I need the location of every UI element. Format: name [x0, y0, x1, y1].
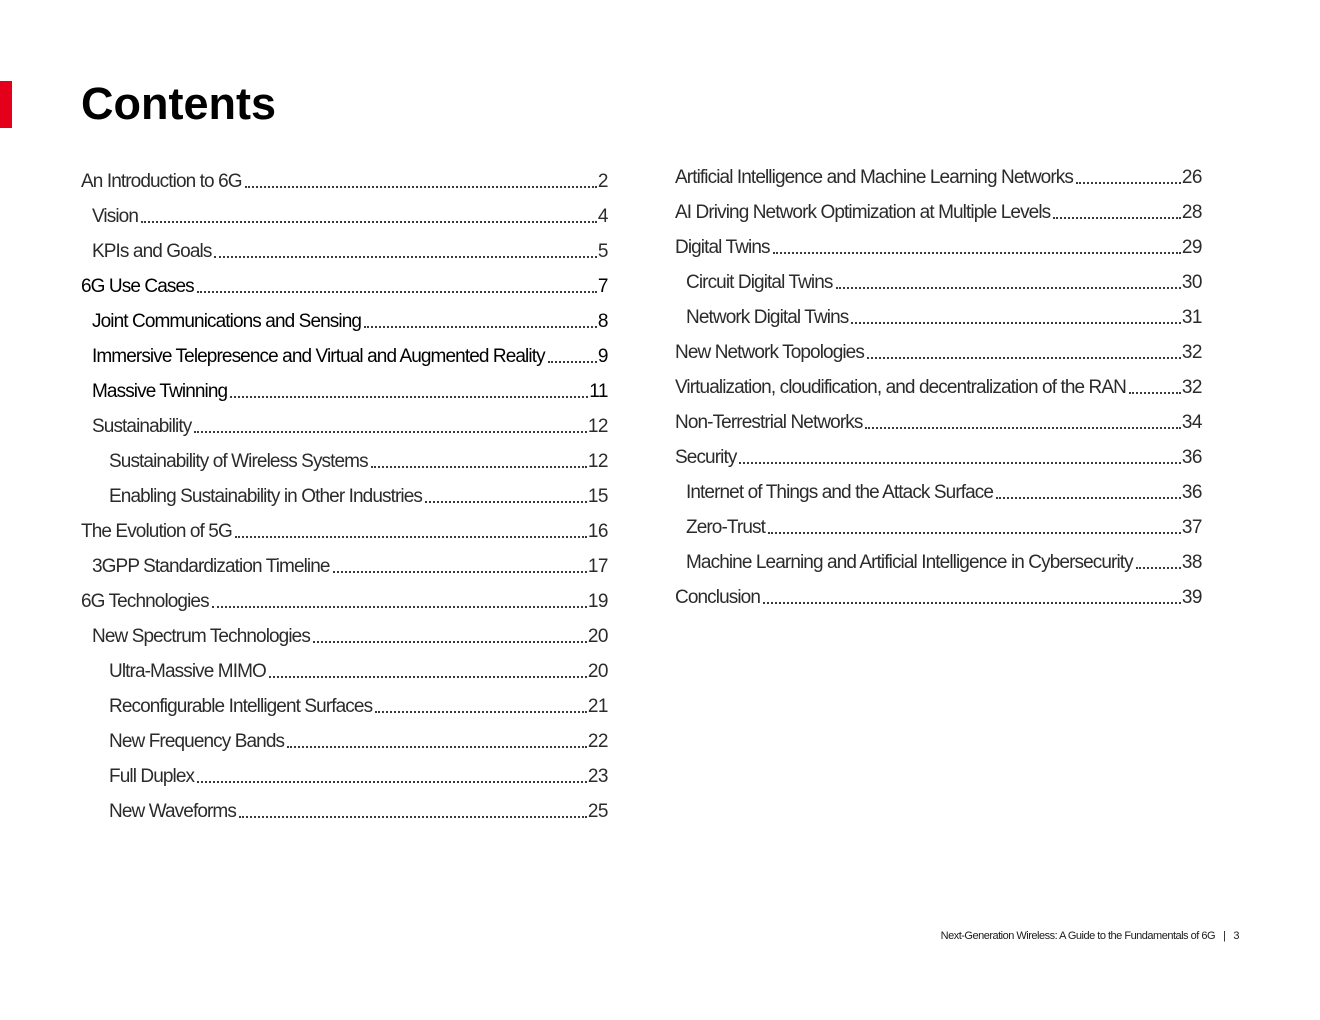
toc-entry[interactable] [81, 232, 608, 267]
toc-dot-leader [239, 816, 587, 818]
toc-entry-page-number: 20 [587, 626, 608, 647]
toc-entry[interactable] [81, 267, 608, 302]
toc-entry[interactable] [675, 543, 1202, 578]
toc-dot-leader [214, 256, 597, 258]
toc-entry[interactable] [675, 508, 1202, 543]
toc-entry[interactable] [675, 368, 1202, 403]
toc-entry-page-number: 12 [587, 451, 608, 472]
toc-entry-page-number: 17 [587, 556, 608, 577]
toc-entry-title: 3GPP Standardization Timeline [92, 556, 330, 577]
footer-page-number: 3 [1233, 930, 1239, 942]
toc-entry-title: New Spectrum Technologies [92, 626, 310, 647]
toc-entry-page-number: 31 [1181, 307, 1202, 328]
toc-entry[interactable] [81, 722, 608, 757]
toc-entry[interactable] [675, 263, 1202, 298]
toc-entry-page-number: 38 [1181, 552, 1202, 573]
toc-entry-title: AI Driving Network Optimization at Multiple Levels [675, 202, 1051, 223]
toc-entry[interactable] [675, 473, 1202, 508]
toc-entry[interactable] [81, 372, 608, 407]
toc-entry[interactable] [81, 302, 608, 337]
toc-entry-title: Enabling Sustainability in Other Industries [109, 486, 422, 507]
toc-entry-page-number: 20 [587, 661, 608, 682]
toc-dot-leader [836, 287, 1181, 289]
toc-entry-page-number: 26 [1181, 167, 1202, 188]
toc-entry-title: Security [675, 447, 737, 468]
toc-dot-leader [230, 396, 588, 398]
toc-entry-page-number: 2 [597, 171, 608, 192]
toc-dot-leader [1076, 182, 1181, 184]
toc-entry-title: Immersive Telepresence and Virtual and Augmented Reality [92, 346, 545, 367]
toc-entry-title: An Introduction to 6G [81, 171, 242, 192]
toc-entry-page-number: 36 [1181, 447, 1202, 468]
toc-entry-title: Vision [92, 206, 139, 227]
toc-entry[interactable] [81, 617, 608, 652]
toc-entry-title: Digital Twins [675, 237, 770, 258]
toc-dot-leader [197, 291, 597, 293]
toc-entry-page-number: 28 [1181, 202, 1202, 223]
toc-entry[interactable] [675, 578, 1202, 613]
toc-entry[interactable] [675, 298, 1202, 333]
toc-dot-leader [212, 606, 587, 608]
toc-dot-leader [269, 676, 587, 678]
toc-entry[interactable] [81, 547, 608, 582]
toc-entry-title: Full Duplex [109, 766, 195, 787]
toc-entry-page-number: 16 [587, 521, 608, 542]
toc-entry[interactable] [81, 512, 608, 547]
toc-entry-page-number: 36 [1181, 482, 1202, 503]
toc-entry-title: New Network Topologies [675, 342, 864, 363]
toc-left-column [81, 162, 608, 827]
accent-bar [0, 81, 12, 128]
toc-entry[interactable] [81, 582, 608, 617]
toc-entry-page-number: 29 [1181, 237, 1202, 258]
toc-dot-leader [371, 466, 587, 468]
toc-dot-leader [375, 711, 587, 713]
toc-entry-title: Non-Terrestrial Networks [675, 412, 863, 433]
toc-entry-page-number: 7 [597, 276, 608, 297]
toc-entry-page-number: 39 [1181, 587, 1202, 608]
toc-entry-title: KPIs and Goals [92, 241, 212, 262]
toc-dot-leader [197, 781, 587, 783]
toc-dot-leader [1053, 217, 1181, 219]
toc-entry-page-number: 23 [587, 766, 608, 787]
toc-dot-leader [548, 361, 597, 363]
toc-entry-title: The Evolution of 5G [81, 521, 232, 542]
toc-entry[interactable] [81, 792, 608, 827]
toc-entry[interactable] [81, 652, 608, 687]
toc-entry[interactable] [81, 162, 608, 197]
toc-dot-leader [867, 357, 1181, 359]
toc-entry-page-number: 15 [587, 486, 608, 507]
toc-entry-title: Sustainability [92, 416, 192, 437]
toc-entry-page-number: 32 [1181, 342, 1202, 363]
toc-dot-leader [865, 427, 1180, 429]
toc-entry[interactable] [81, 407, 608, 442]
toc-dot-leader [1129, 392, 1181, 394]
toc-entry-page-number: 11 [589, 381, 608, 402]
toc-entry-page-number: 22 [587, 731, 608, 752]
toc-dot-leader [851, 322, 1180, 324]
toc-dot-leader [768, 532, 1181, 534]
toc-entry-page-number: 32 [1181, 377, 1202, 398]
toc-dot-leader [364, 326, 597, 328]
toc-entry-title: Joint Communications and Sensing [92, 311, 362, 332]
toc-entry-title: Conclusion [675, 587, 760, 608]
toc-entry-title: Reconfigurable Intelligent Surfaces [109, 696, 373, 717]
toc-entry-title: Ultra-Massive MIMO [109, 661, 266, 682]
toc-entry-page-number: 34 [1181, 412, 1202, 433]
toc-dot-leader [235, 536, 587, 538]
toc-entry-title: Network Digital Twins [686, 307, 849, 328]
toc-dot-leader [996, 497, 1181, 499]
toc-entry[interactable] [81, 757, 608, 792]
toc-dot-leader [313, 641, 587, 643]
toc-entry-title: Internet of Things and the Attack Surface [686, 482, 994, 503]
toc-entry-title: Sustainability of Wireless Systems [109, 451, 368, 472]
toc-entry[interactable] [675, 193, 1202, 228]
toc-dot-leader [333, 571, 587, 573]
toc-dot-leader [773, 252, 1181, 254]
toc-dot-leader [425, 501, 587, 503]
toc-entry-page-number: 5 [597, 241, 608, 262]
toc-dot-leader [245, 186, 597, 188]
toc-entry[interactable] [675, 158, 1202, 193]
toc-entry[interactable] [675, 403, 1202, 438]
footer-separator: | [1223, 930, 1226, 942]
toc-entry-page-number: 25 [587, 801, 608, 822]
toc-entry-page-number: 12 [587, 416, 608, 437]
toc-entry-title: 6G Technologies [81, 591, 209, 612]
toc-dot-leader [287, 746, 587, 748]
toc-entry-title: Massive Twinning [92, 381, 228, 402]
toc-entry-title: New Waveforms [109, 801, 236, 822]
toc-entry-title: Zero-Trust [686, 517, 765, 538]
toc-entry-page-number: 9 [597, 346, 608, 367]
toc-entry[interactable] [81, 477, 608, 512]
toc-entry-page-number: 21 [587, 696, 608, 717]
toc-entry-page-number: 37 [1181, 517, 1202, 538]
toc-entry-title: 6G Use Cases [81, 276, 194, 297]
toc-dot-leader [739, 462, 1180, 464]
toc-entry-title: Virtualization, cloudification, and decentralization of the RAN [675, 377, 1126, 398]
toc-entry[interactable] [81, 687, 608, 722]
toc-entry-page-number: 19 [587, 591, 608, 612]
toc-entry-title: New Frequency Bands [109, 731, 285, 752]
toc-entry-title: Machine Learning and Artificial Intelligence in Cybersecurity [686, 552, 1133, 573]
page-title: Contents [81, 78, 276, 129]
toc-entry[interactable] [675, 228, 1202, 263]
toc-dot-leader [194, 431, 587, 433]
toc-entry-page-number: 4 [597, 206, 608, 227]
toc-dot-leader [763, 602, 1181, 604]
toc-entry[interactable] [81, 337, 608, 372]
page-footer [941, 930, 1239, 942]
toc-entry-page-number: 8 [597, 311, 608, 332]
toc-entry-page-number: 30 [1181, 272, 1202, 293]
toc-dot-leader [1136, 567, 1181, 569]
toc-entry[interactable] [81, 197, 608, 232]
toc-entry-title: Circuit Digital Twins [686, 272, 833, 293]
toc-entry[interactable] [675, 333, 1202, 368]
toc-entry[interactable] [675, 438, 1202, 473]
toc-entry[interactable] [81, 442, 608, 477]
footer-doc-title: Next-Generation Wireless: A Guide to the Fundamentals of 6G [940, 930, 1216, 942]
toc-entry-title: Artificial Intelligence and Machine Learning Networks [675, 167, 1073, 188]
toc-dot-leader [141, 221, 597, 223]
toc-right-column [675, 158, 1202, 613]
